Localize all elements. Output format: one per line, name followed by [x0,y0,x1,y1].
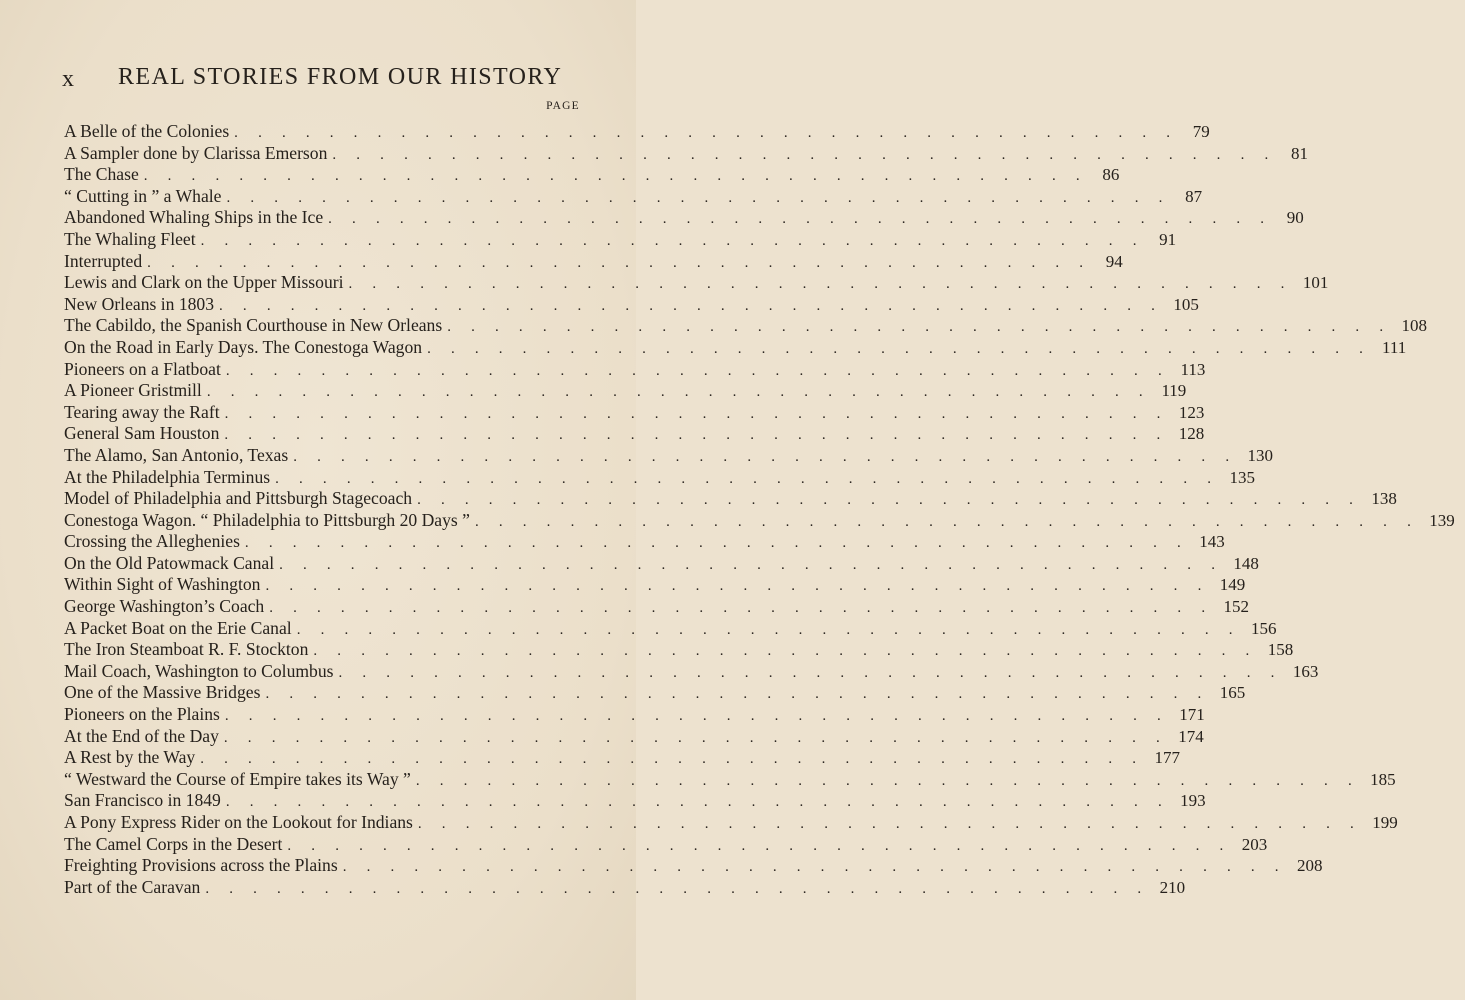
illustrations-list [64,121,1455,898]
dot-leader: . . . . . . . . . . . . . . . . . . . . . . . . . . . . . . . . . . . . . . . . [275,470,1220,487]
list-item [64,531,1225,553]
dot-leader: . . . . . . . . . . . . . . . . . . . . . . . . . . . . . . . . . . . . . . . . [200,751,1145,768]
entry-title: The Chase [64,164,139,185]
entry-title: Pioneers on the Plains [64,704,220,725]
entry-page-number: 193 [1180,791,1206,811]
dot-leader: . . . . . . . . . . . . . . . . . . . . . . . . . . . . . . . . . . . . . . . . [224,405,1169,422]
entry-page-number: 128 [1178,424,1205,444]
list-item [64,315,1428,337]
entry-page-number: 152 [1223,597,1250,617]
list-item [64,596,1250,618]
list-item [64,660,1319,683]
list-item [64,293,1199,316]
dot-leader: . . . . . . . . . . . . . . . . . . . . . . . . . . . . . . . . . . . . . . . . [293,448,1238,465]
dot-leader: . . . . . . . . . . . . . . . . . . . . . . . . . . . . . . . . . . . . . . . . [328,211,1273,228]
entry-title: A Belle of the Colonies [64,121,230,141]
list-item [64,552,1259,575]
dot-leader: . . . . . . . . . . . . . . . . . . . . . . . . . . . . . . . . . . . . . . . . [313,643,1258,660]
entry-title: Abandoned Whaling Ships in the Ice [64,207,324,228]
entry-page-number: 139 [1429,510,1455,530]
dot-leader: . . . . . . . . . . . . . . . . . . . . . . . . . . . . . . . . . . . . . . . . [225,794,1170,811]
dot-leader: . . . . . . . . . . . . . . . . . . . . . . . . . . . . . . . . . . . . . . . . [234,125,1179,141]
dot-leader: . . . . . . . . . . . . . . . . . . . . . . . . . . . . . . . . . . . . . . . . [447,319,1392,336]
list-item [64,639,1294,661]
list-item [64,250,1123,273]
entry-title: A Packet Boat on the Erie Canal [64,617,292,638]
entry-page-number: 208 [1297,856,1323,876]
entry-page-number: 113 [1180,359,1206,379]
list-item [64,833,1268,856]
entry-page-number: 210 [1159,877,1186,897]
entry-page-number: 174 [1178,726,1204,746]
entry-page-number: 143 [1199,532,1225,552]
entry-page-number: 81 [1290,143,1308,163]
dot-leader: . . . . . . . . . . . . . . . . . . . . . . . . . . . . . . . . . . . . . . . . [219,297,1164,314]
dot-leader: . . . . . . . . . . . . . . . . . . . . . . . . . . . . . . . . . . . . . . . . [224,427,1169,444]
entry-title: Tearing away the Raft [64,401,220,422]
list-item [64,185,1203,208]
dot-leader: . . . . . . . . . . . . . . . . . . . . . . . . . . . . . . . . . . . . . . . . [417,492,1362,509]
entry-title: The Iron Steamboat R. F. Stockton [64,639,309,660]
entry-title: The Camel Corps in the Desert [64,833,283,854]
entry-title: The Cabildo, the Spanish Courthouse in New Orleans [64,315,443,336]
entry-page-number: 149 [1219,575,1246,595]
entry-page-number: 90 [1286,208,1304,228]
entry-page-number: 101 [1302,273,1329,293]
entry-title: Mail Coach, Washington to Columbus [64,660,334,681]
list-item [64,768,1396,791]
list-item [64,617,1277,640]
entry-title: General Sam Houston [64,423,220,444]
entry-title: Lewis and Clark on the Upper Missouri [64,272,344,293]
list-item [64,380,1187,402]
dot-leader: . . . . . . . . . . . . . . . . . . . . . . . . . . . . . . . . . . . . . . . . [265,578,1210,595]
entry-page-number: 123 [1178,402,1205,422]
list-item [64,488,1397,510]
list-item [64,876,1186,899]
list-item [64,121,1210,143]
dot-leader: . . . . . . . . . . . . . . . . . . . . . . . . . . . . . . . . . . . . . . . . [332,146,1277,163]
entry-title: San Francisco in 1849 [64,790,221,811]
dot-leader: . . . . . . . . . . . . . . . . . . . . . . . . . . . . . . . . . . . . . . . . [427,340,1372,357]
list-item [64,336,1407,359]
entry-page-number: 130 [1247,445,1274,465]
entry-title: New Orleans in 1803 [64,293,215,314]
entry-page-number: 156 [1251,618,1277,638]
list-item [64,272,1329,294]
entry-page-number: 119 [1161,381,1187,401]
dot-leader: . . . . . . . . . . . . . . . . . . . . . . . . . . . . . . . . . . . . . . . . [225,362,1170,379]
entry-title: The Alamo, San Antonio, Texas [64,444,289,465]
dot-leader: . . . . . . . . . . . . . . . . . . . . . . . . . . . . . . . . . . . . . . . . [224,708,1169,725]
entry-title: A Pioneer Gristmill [64,380,202,401]
dot-leader: . . . . . . . . . . . . . . . . . . . . . . . . . . . . . . . . . . . . . . . . [269,600,1214,617]
entry-title: On the Old Patowmack Canal [64,552,275,573]
entry-title: A Pony Express Rider on the Lookout for Indians [64,812,413,832]
entry-page-number: 105 [1173,294,1199,314]
entry-page-number: 111 [1382,337,1407,357]
entry-title: One of the Massive Bridges [64,682,261,703]
dot-leader: . . . . . . . . . . . . . . . . . . . . . . . . . . . . . . . . . . . . . . . . [338,664,1283,681]
dot-leader: . . . . . . . . . . . . . . . . . . . . . . . . . . . . . . . . . . . . . . . . [342,859,1287,876]
entry-title: George Washington’s Coach [64,596,265,617]
dot-leader: . . . . . . . . . . . . . . . . . . . . . . . . . . . . . . . . . . . . . . . . [417,816,1362,832]
entry-page-number: 177 [1154,748,1180,768]
list-item [64,142,1308,165]
entry-title: A Rest by the Way [64,747,196,768]
list-item [64,812,1398,834]
entry-title: Conestoga Wagon. “ Philadelphia to Pittsburgh 20 Days ” [64,509,470,530]
list-item [64,682,1246,704]
dot-leader: . . . . . . . . . . . . . . . . . . . . . . . . . . . . . . . . . . . . . . . . [226,189,1171,206]
list-item [64,358,1206,381]
list-item [64,401,1205,424]
entry-page-number: 94 [1105,251,1123,271]
folio-roman-numeral: x [62,66,75,92]
entry-page-number: 158 [1267,640,1294,660]
dot-leader: . . . . . . . . . . . . . . . . . . . . . . . . . . . . . . . . . . . . . . . . [279,556,1224,573]
entry-page-number: 108 [1401,316,1428,336]
list-item [64,207,1304,229]
dot-leader: . . . . . . . . . . . . . . . . . . . . . . . . . . . . . . . . . . . . . . . . [415,772,1360,789]
dot-leader: . . . . . . . . . . . . . . . . . . . . . . . . . . . . . . . . . . . . . . . . [147,254,1092,271]
dot-leader: . . . . . . . . . . . . . . . . . . . . . . . . . . . . . . . . . . . . . . . . [287,837,1232,854]
entry-page-number: 138 [1371,489,1397,509]
dot-leader: . . . . . . . . . . . . . . . . . . . . . . . . . . . . . . . . . . . . . . . . [223,729,1168,746]
list-item [64,228,1177,251]
entry-title: The Whaling Fleet [64,228,196,249]
dot-leader: . . . . . . . . . . . . . . . . . . . . . . . . . . . . . . . . . . . . . . . . [296,621,1241,638]
entry-title: Part of the Caravan [64,876,201,897]
dot-leader: . . . . . . . . . . . . . . . . . . . . . . . . . . . . . . . . . . . . . . . . [265,686,1210,703]
entry-page-number: 199 [1372,813,1398,832]
list-item [64,574,1246,596]
entry-page-number: 86 [1102,165,1120,185]
list-item [64,790,1206,812]
entry-page-number: 135 [1229,467,1255,487]
entry-title: Within Sight of Washington [64,574,261,595]
entry-page-number: 79 [1192,122,1210,141]
entry-page-number: 148 [1233,553,1259,573]
list-item [64,509,1455,532]
entry-title: “ Cutting in ” a Whale [64,185,222,206]
entry-page-number: 165 [1219,683,1246,703]
list-item [64,466,1255,489]
running-title: REAL STORIES FROM OUR HISTORY [118,64,563,90]
list-item [64,704,1205,726]
dot-leader: . . . . . . . . . . . . . . . . . . . . . . . . . . . . . . . . . . . . . . . . [348,276,1293,293]
entry-title: A Sampler done by Clarissa Emerson [64,142,328,163]
entry-title: At the End of the Day [64,725,219,746]
page-header [62,64,563,98]
entry-page-number: 163 [1292,661,1319,681]
dot-leader: . . . . . . . . . . . . . . . . . . . . . . . . . . . . . . . . . . . . . . . . [200,232,1145,249]
list-item [64,444,1274,467]
dot-leader: . . . . . . . . . . . . . . . . . . . . . . . . . . . . . . . . . . . . . . . . [244,535,1189,552]
entry-title: Interrupted [64,250,143,271]
entry-title: On the Road in Early Days. The Conestoga Wagon [64,336,423,357]
entry-title: Model of Philadelphia and Pittsburgh Stagecoach [64,488,413,509]
entry-page-number: 203 [1241,834,1268,854]
list-item [64,725,1204,748]
list-item [64,855,1323,877]
entry-title: Crossing the Alleghenies [64,531,240,552]
entry-page-number: 171 [1179,705,1205,725]
dot-leader: . . . . . . . . . . . . . . . . . . . . . . . . . . . . . . . . . . . . . . . . [205,880,1150,897]
dot-leader: . . . . . . . . . . . . . . . . . . . . . . . . . . . . . . . . . . . . . . . . [206,384,1151,401]
entry-title: “ Westward the Course of Empire takes its Way ” [64,768,411,789]
list-item [64,164,1120,186]
page-column-label: PAGE [546,100,580,112]
entry-page-number: 91 [1159,229,1177,249]
dot-leader: . . . . . . . . . . . . . . . . . . . . . . . . . . . . . . . . . . . . . . . . [143,168,1088,185]
entry-title: At the Philadelphia Terminus [64,466,271,487]
list-item [64,423,1205,445]
entry-page-number: 87 [1185,186,1203,206]
dot-leader: . . . . . . . . . . . . . . . . . . . . . . . . . . . . . . . . . . . . . . . . [474,513,1420,530]
entry-title: Freighting Provisions across the Plains [64,855,338,876]
list-item [64,747,1180,769]
entry-title: Pioneers on a Flatboat [64,358,221,379]
entry-page-number: 185 [1370,769,1396,789]
